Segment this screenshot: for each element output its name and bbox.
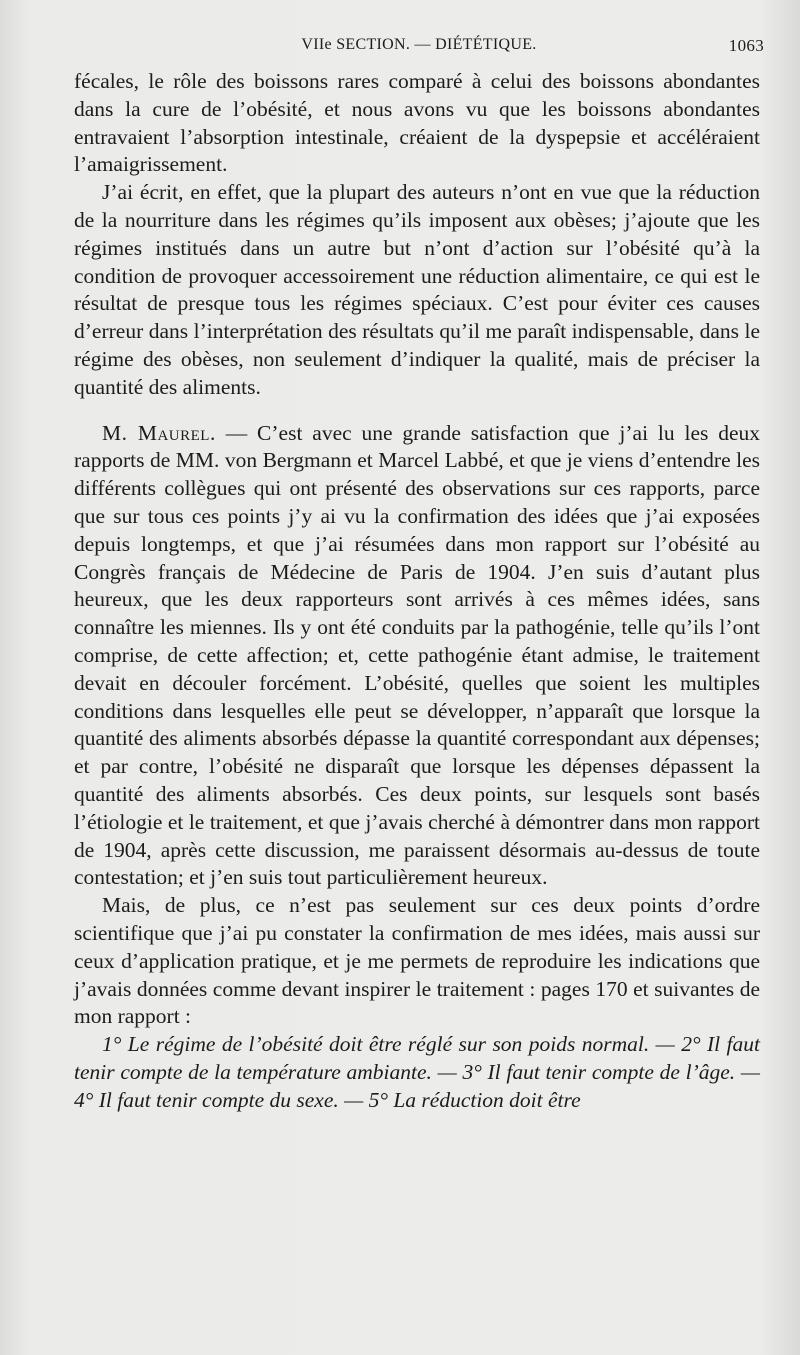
page-header <box>74 34 764 60</box>
paragraph-application: Mais, de plus, ce n’est pas seulement sur ces deux points d’ordre scientifique que j’ai pu constater la confirmation de mes idées, mais aussi sur ceux d’application pratique, et je me permets de reproduire les indications que j’avais données comme devant inspirer le traitement : pages 170 et suivantes de mon rapport : <box>74 893 760 1029</box>
page-number: 1063 <box>728 36 764 55</box>
paragraph-continuation: fécales, le rôle des boissons rares comparé à celui des boissons abondantes dans la cure de l’obésité, et nous avons vu que les boissons abondantes entravaient l’absorption intestinale, créaient de la dyspepsie et accéléraient l’amaigrissement. <box>74 69 760 177</box>
paragraph-indications: 1° Le régime de l’obésité doit être réglé sur son poids normal. — 2° Il faut tenir compte de la température ambiante. — 3° Il faut tenir compte de l’âge. — 4° Il faut tenir compte du sexe. — 5° La réduction doit être <box>74 1032 760 1112</box>
paragraph-gap <box>74 402 760 420</box>
speaker-text: — C’est avec une grande satisfaction que j’ai lu les deux rapports de MM. von Bergmann et Marcel Labbé, et que je viens d’entendre les différents collègues qui ont présenté des observations sur ces rapports, parce que sur tous ces points j’y ai vu la confirmation des idées que j’ai exposées depuis longtemps, et que j’ai résumées dans mon rapport sur l’obésité au Congrès français de Médecine de Paris de 1904. J’en suis d’autant plus heureux, que les deux rapporteurs sont arrivés à ces mêmes idées, sans connaître les miennes. Ils y ont été conduits par la pathogénie, telle qu’ils l’ont comprise, de cette affection; et, cette pathogénie étant admise, le traitement devait en découler forcément. L’obésité, quelles que soient les multiples conditions dans lesquelles elle peut se développer, n’apparaît que lorsque la quantité des aliments absorbés dépasse la quantité correspondant aux dépenses; et par contre, l’obésité ne disparaît que lorsque les dépenses dépassent la quantité des aliments absorbés. Ces deux points, sur lesquels sont basés l’étiologie et le traitement, et que j’avais cherché à démontrer dans mon rapport de 1904, après cette discussion, me paraissent désormais au-dessus de toute contestation; et j’en suis tout particulièrement heureux. <box>74 420 761 890</box>
running-head: VIIe SECTION. — DIÉTÉTIQUE. <box>301 36 537 53</box>
paragraph-maurel <box>74 420 760 893</box>
paragraph-reduction: J’ai écrit, en effet, que la plupart des auteurs n’ont en vue que la réduction de la nourriture dans les régimes qu’ils imposent aux obèses; j’ajoute que les régimes institués dans un autre but n’ont d’action sur l’obésité qu’à la condition de provoquer accessoirement une réduction alimentaire, ce qui est le résultat de presque tous les régimes spéciaux. C’est pour éviter ces causes d’erreur dans l’interprétation des résultats qu’il me paraît indispensable, dans le régime des obèses, non seulement d’indiquer la qualité, mais de préciser la quantité des aliments. <box>74 180 760 399</box>
body-text <box>74 68 760 1114</box>
speaker-name: M. Maurel. <box>102 420 216 445</box>
